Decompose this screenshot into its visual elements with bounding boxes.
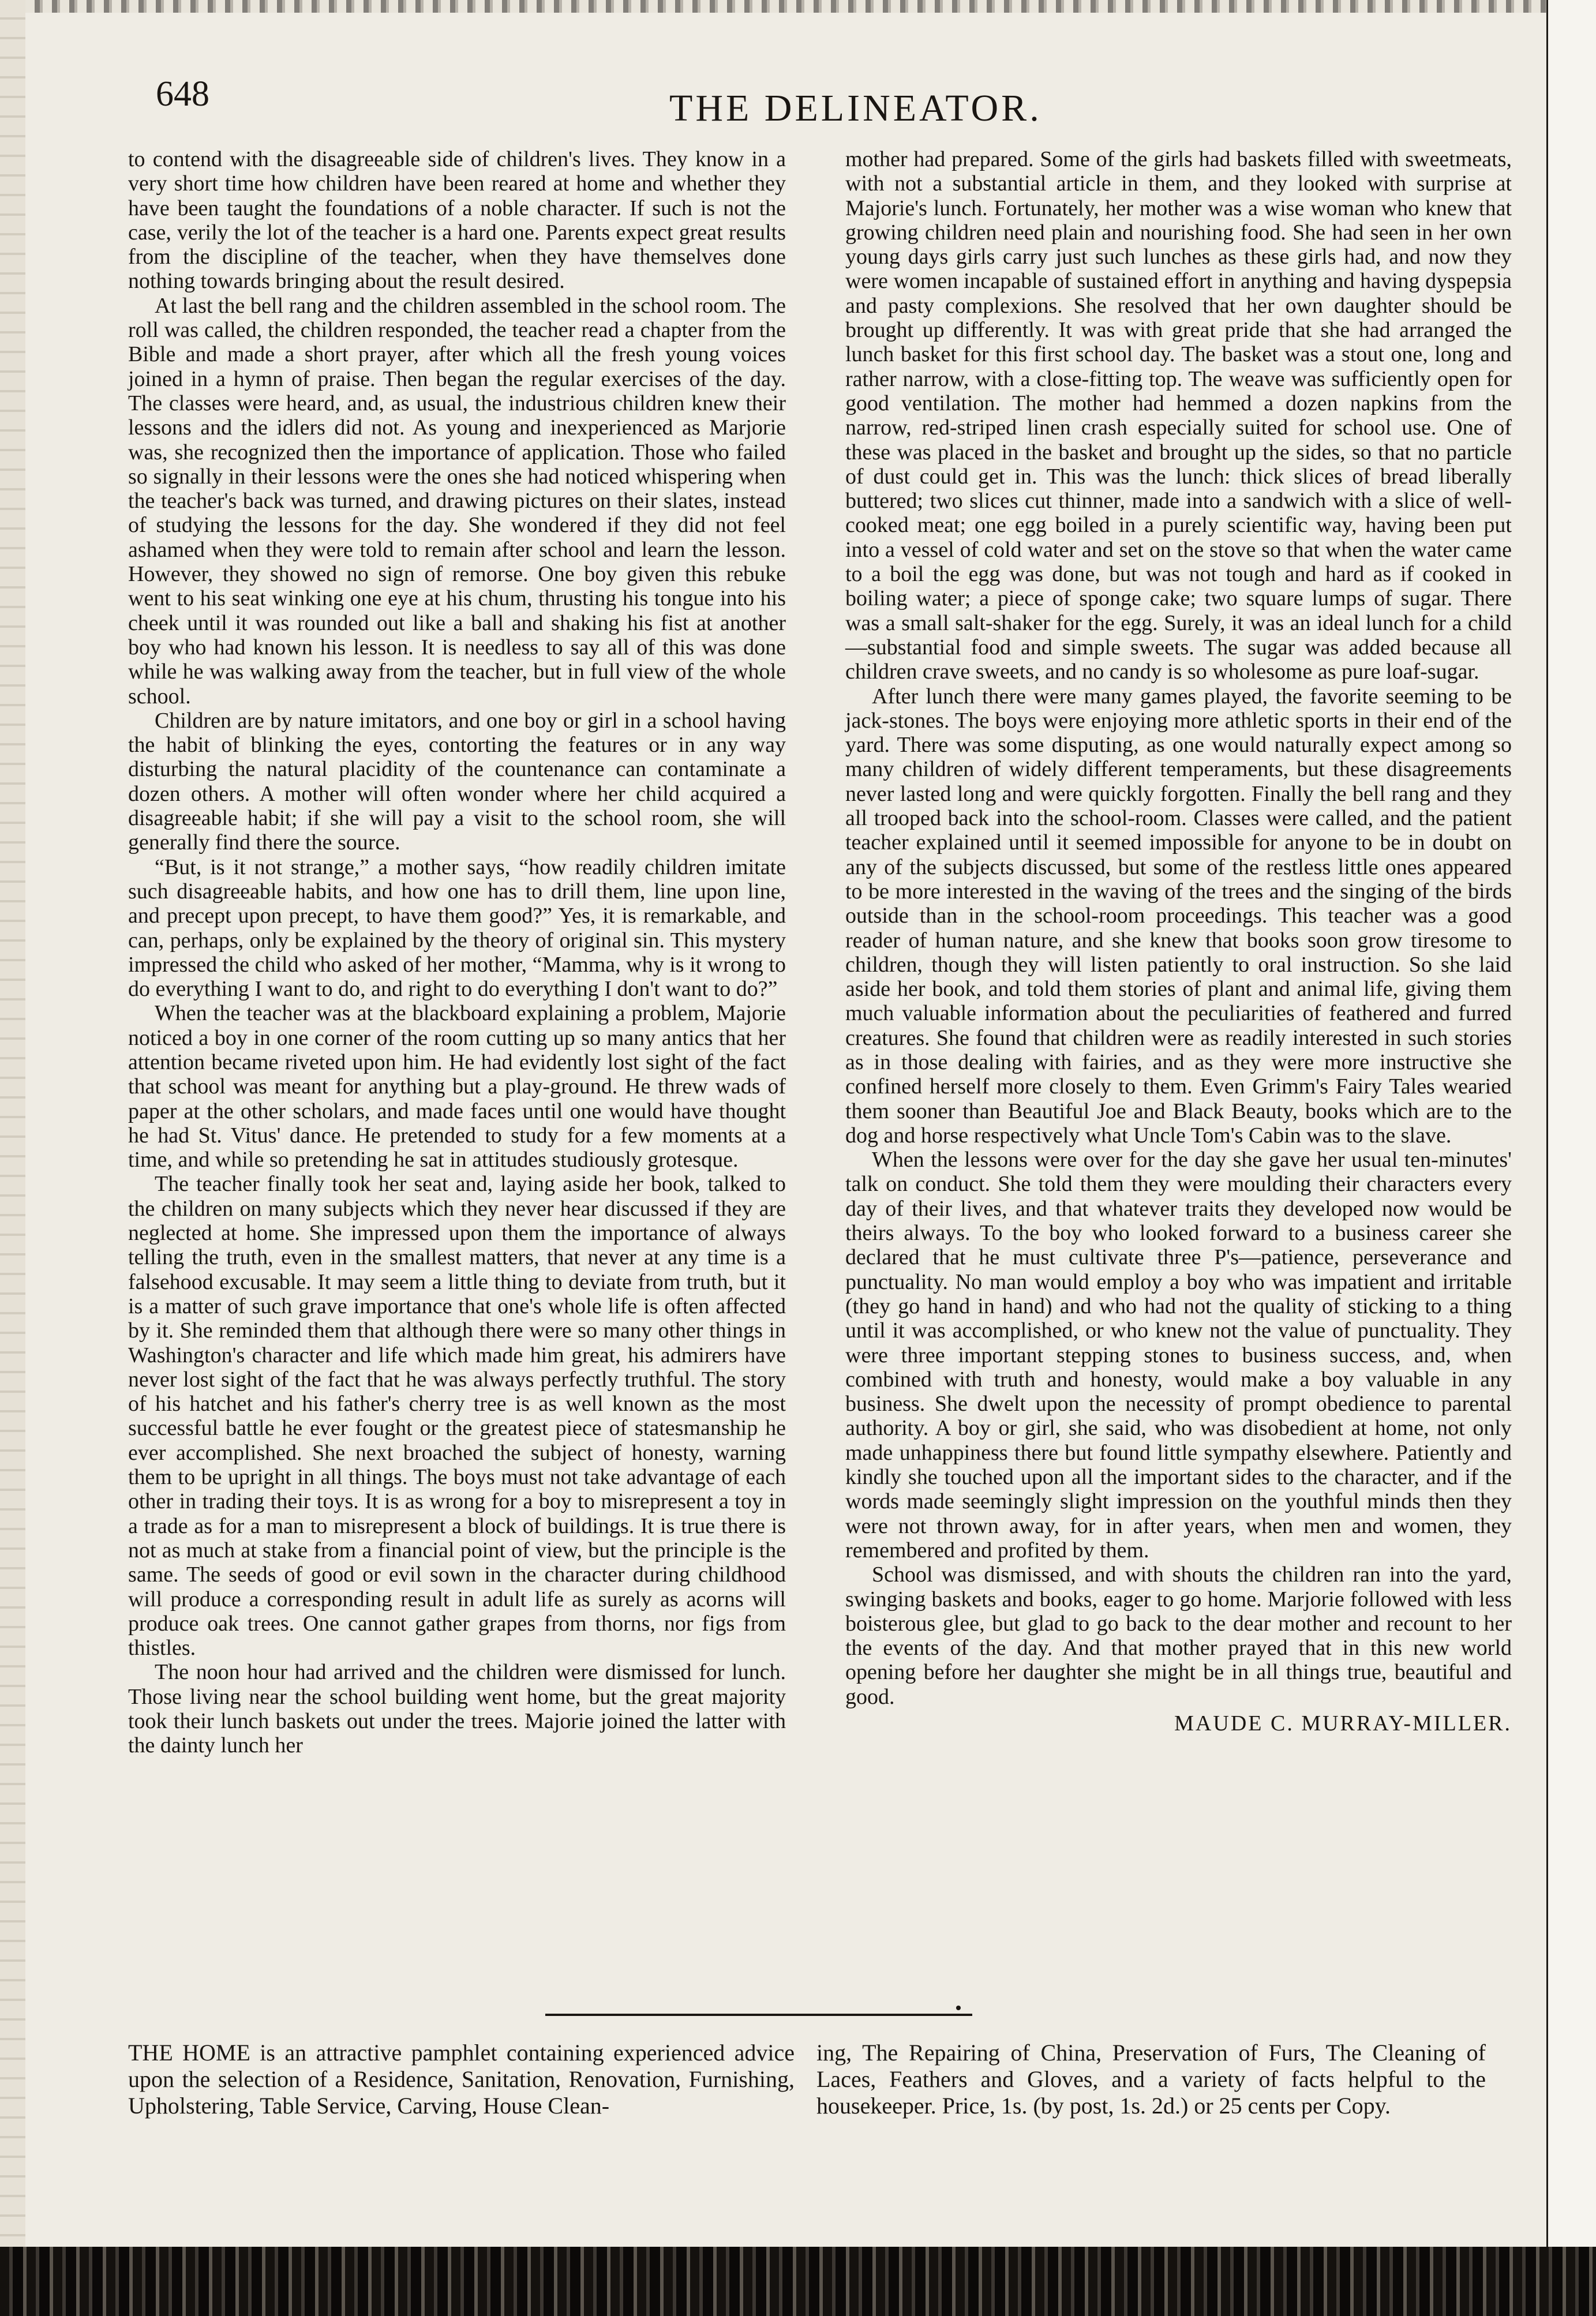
article-paragraph: After lunch there were many games played, the favorite seeming to be jack-stones. The boys were enjoying more athletic sports in their end of the yard. There was some disputing, as one would naturally expect among so many children of widely different temperaments, but these disagreements never lasted long and were quickly forgotten. Finally the bell rang and they all trooped back into the school-room. Classes were called, and the patient teacher explained until it seemed impossible for anyone to be in doubt on any of the subjects discussed, but some of the restless little ones appeared to be more interested in the waving of the trees and the singing of the birds outside than in the school-room proceedings. This teacher was a good reader of human nature, and she knew that books soon grow tiresome to children, though they will listen patiently to oral instruction. So she laid aside her book, and told them stories of plant and animal life, giving them much valuable information about the peculiarities of feathered and furred creatures. She found that children were as readily interested in such stories as in those dealing with fairies, and as they were more instructive she confined herself more closely to them. Even Grimm's Fairy Tales wearied them sooner than Beautiful Joe and Black Beauty, books which are to the dog and horse respectively what Uncle Tom's Cabin was to the slave. <box>845 684 1512 1148</box>
article-paragraph: The noon hour had arrived and the children were dismissed for lunch. Those living near the school building went home, but the great majority took their lunch baskets out under the trees. Majorie joined the latter with the dainty lunch her <box>128 1660 786 1758</box>
article-paragraph: mother had prepared. Some of the girls had baskets filled with sweetmeats, with not a substantial article in them, and they looked with surprise at Majorie's lunch. Fortunately, her mother was a wise woman who knew that growing children need plain and nourishing food. She had seen in her own young days girls carry just such lunches as these girls had, and now they were women incapable of sustained effort in anything and having dyspepsia and pasty complexions. She resolved that her own daughter should be brought up differently. It was with great pride that she had arranged the lunch basket for this first school day. The basket was a stout one, long and rather narrow, with a close-fitting top. The weave was sufficiently open for good ventilation. The mother had hemmed a dozen napkins from the narrow, red-striped linen crash especially suited for school use. One of these was placed in the basket and brought up the sides, so that no particle of dust could get in. This was the lunch: thick slices of bread liberally buttered; two slices cut thinner, made into a sandwich with a slice of well-cooked meat; one egg boiled in a purely scientific way, having been put into a vessel of cold water and set on the stove so that when the water came to a boil the egg was done, but was not tough and hard as if cooked in boiling water; a piece of sponge cake; two square lumps of sugar. There was a small salt-shaker for the egg. Surely, it was an ideal lunch for a child—substantial food and simple sweets. The sugar was added because all children crave sweets, and no candy is so wholesome as pure loaf-sugar. <box>845 147 1512 684</box>
article-paragraph: School was dismissed, and with shouts the children ran into the yard, swinging baskets and books, eager to go home. Marjorie followed with less boisterous glee, but glad to go back to the dear mother and recount to her the events of the day. And that mother prayed that in this new world opening before her daughter she might be in all things true, beautiful and good. <box>845 1562 1512 1709</box>
advertisement-right <box>816 2040 1486 2119</box>
article-left-column <box>128 147 786 1758</box>
author-signature: MAUDE C. MURRAY-MILLER. <box>1174 1711 1512 1736</box>
section-divider <box>545 2014 972 2016</box>
running-head-title: THE DELINEATOR. <box>669 87 1042 129</box>
separator-dot <box>956 2006 961 2010</box>
scan-right-margin <box>1546 0 1596 2247</box>
scan-top-edge <box>0 0 1596 13</box>
article-paragraph: Children are by nature imitators, and one boy or girl in a school having the habit of blinking the eyes, contorting the features or in any way disturbing the natural placidity of the countenance can contaminate a dozen others. A mother will often wonder where her child acquired a disagreeable habit; if she will pay a visit to the school room, she will generally find there the source. <box>128 708 786 855</box>
advertisement-text: THE HOME is an attractive pamphlet containing experienced advice upon the selection of a Residence, Sanitation, Renovation, Furnishing, Upholstering, Table Service, Carving, House Clean- <box>128 2040 795 2119</box>
scan-bottom-edge <box>0 2247 1596 2316</box>
article-paragraph: When the lessons were over for the day she gave her usual ten-minutes' talk on conduct. She told them they were moulding their characters every day of their lives, and that whatever traits they developed now would be theirs always. To the boy who looked forward to a business career she declared that he must cultivate three P's—patience, perseverance and punctuality. No man would employ a boy who was impatient and irritable (they go hand in hand) and who had not the quality of sticking to a thing until it was accomplished, or who knew not the value of punctuality. They were three important stepping stones to business success, and, when combined with truth and honesty, would make a boy valuable in any business. She dwelt upon the necessity of prompt obedience to parental authority. A boy or girl, she said, who was disobedient at home, not only made unhappiness there but found little sympathy elsewhere. Patiently and kindly she touched upon all the important sides to the character, and if the words made seemingly slight impression on the youthful minds then they were not thrown away, for in after years, when men and women, they remembered and profited by them. <box>845 1148 1512 1562</box>
article-paragraph: When the teacher was at the blackboard explaining a problem, Majorie noticed a boy in one corner of the room cutting up so many antics that her attention became riveted upon him. He had evidently lost sight of the fact that school was meant for anything but a play-ground. He threw wads of paper at the other scholars, and made faces until one would have thought he had St. Vitus' dance. He pretended to study for a few moments at a time, and while so pretending he sat in attitudes studiously grotesque. <box>128 1001 786 1172</box>
article-right-column <box>845 147 1512 1736</box>
advertisement-left <box>128 2040 795 2119</box>
article-paragraph: to contend with the disagreeable side of children's lives. They know in a very short time how children have been reared at home and whether they have been taught the foundations of a noble character. If such is not the case, verily the lot of the teacher is a hard one. Parents expect great results from the discipline of the teacher, when they have themselves done nothing towards bringing about the result desired. <box>128 147 786 294</box>
article-paragraph: At last the bell rang and the children assembled in the school room. The roll was called, the children responded, the teacher read a chapter from the Bible and made a short prayer, after which all the fresh young voices joined in a hymn of praise. Then began the regular exercises of the day. The classes were heard, and, as usual, the industrious children knew their lessons and the idlers did not. As young and inexperienced as Marjorie was, she recognized then the importance of application. Those who failed so signally in their lessons were the ones she had noticed whispering when the teacher's back was turned, and drawing pictures on their slates, instead of studying the lessons for the day. She wondered if they did not feel ashamed when they were told to remain after school and learn the lesson. However, they showed no sign of remorse. One boy given this rebuke went to his seat winking one eye at his chum, thrusting his tongue into his cheek until it was rounded out like a ball and shaking his fist at another boy who had known his lesson. It is needless to say all of this was done while he was walking away from the teacher, but in full view of the whole school. <box>128 293 786 709</box>
page-number: 648 <box>156 74 209 114</box>
article-paragraph: The teacher finally took her seat and, laying aside her book, talked to the children on many subjects which they never hear discussed if they are neglected at home. She impressed upon them the importance of always telling the truth, even in the smallest matters, that never at any time is a falsehood excusable. It may seem a little thing to deviate from truth, but it is a matter of such grave importance that one's whole life is often affected by it. She reminded them that although there were so many other things in Washington's character and life which made him great, his admirers have never lost sight of the fact that he was always perfectly truthful. The story of his hatchet and his father's cherry tree is as well known as the most successful battle he ever fought or the greatest piece of statesmanship he ever accomplished. She next broached the subject of honesty, warning them to be upright in all things. The boys must not take advantage of each other in trading their toys. It is as wrong for a boy to misrepresent a toy in a trade as for a man to misrepresent a block of buildings. It is true there is not as much at stake from a financial point of view, but the principle is the same. The seeds of good or evil sown in the character during childhood will produce a corresponding result in adult life as surely as acorns will produce oak trees. One cannot gather grapes from thorns, nor figs from thistles. <box>128 1172 786 1661</box>
scan-left-edge <box>0 0 25 2316</box>
article-paragraph: “But, is it not strange,” a mother says, “how readily children imitate such disagreeable habits, and how one has to drill them, line upon line, and precept upon precept, to have them good?” Yes, it is remarkable, and can, perhaps, only be explained by the theory of original sin. This mystery impressed the child who asked of her mother, “Mamma, why is it wrong to do everything I want to do, and right to do everything I don't want to do?” <box>128 855 786 1002</box>
advertisement-text: ing, The Repairing of China, Preservation of Furs, The Cleaning of Laces, Feathers and Gloves, and a variety of facts helpful to the housekeeper. Price, 1s. (by post, 1s. 2d.) or 25 cents per Copy. <box>816 2040 1486 2119</box>
